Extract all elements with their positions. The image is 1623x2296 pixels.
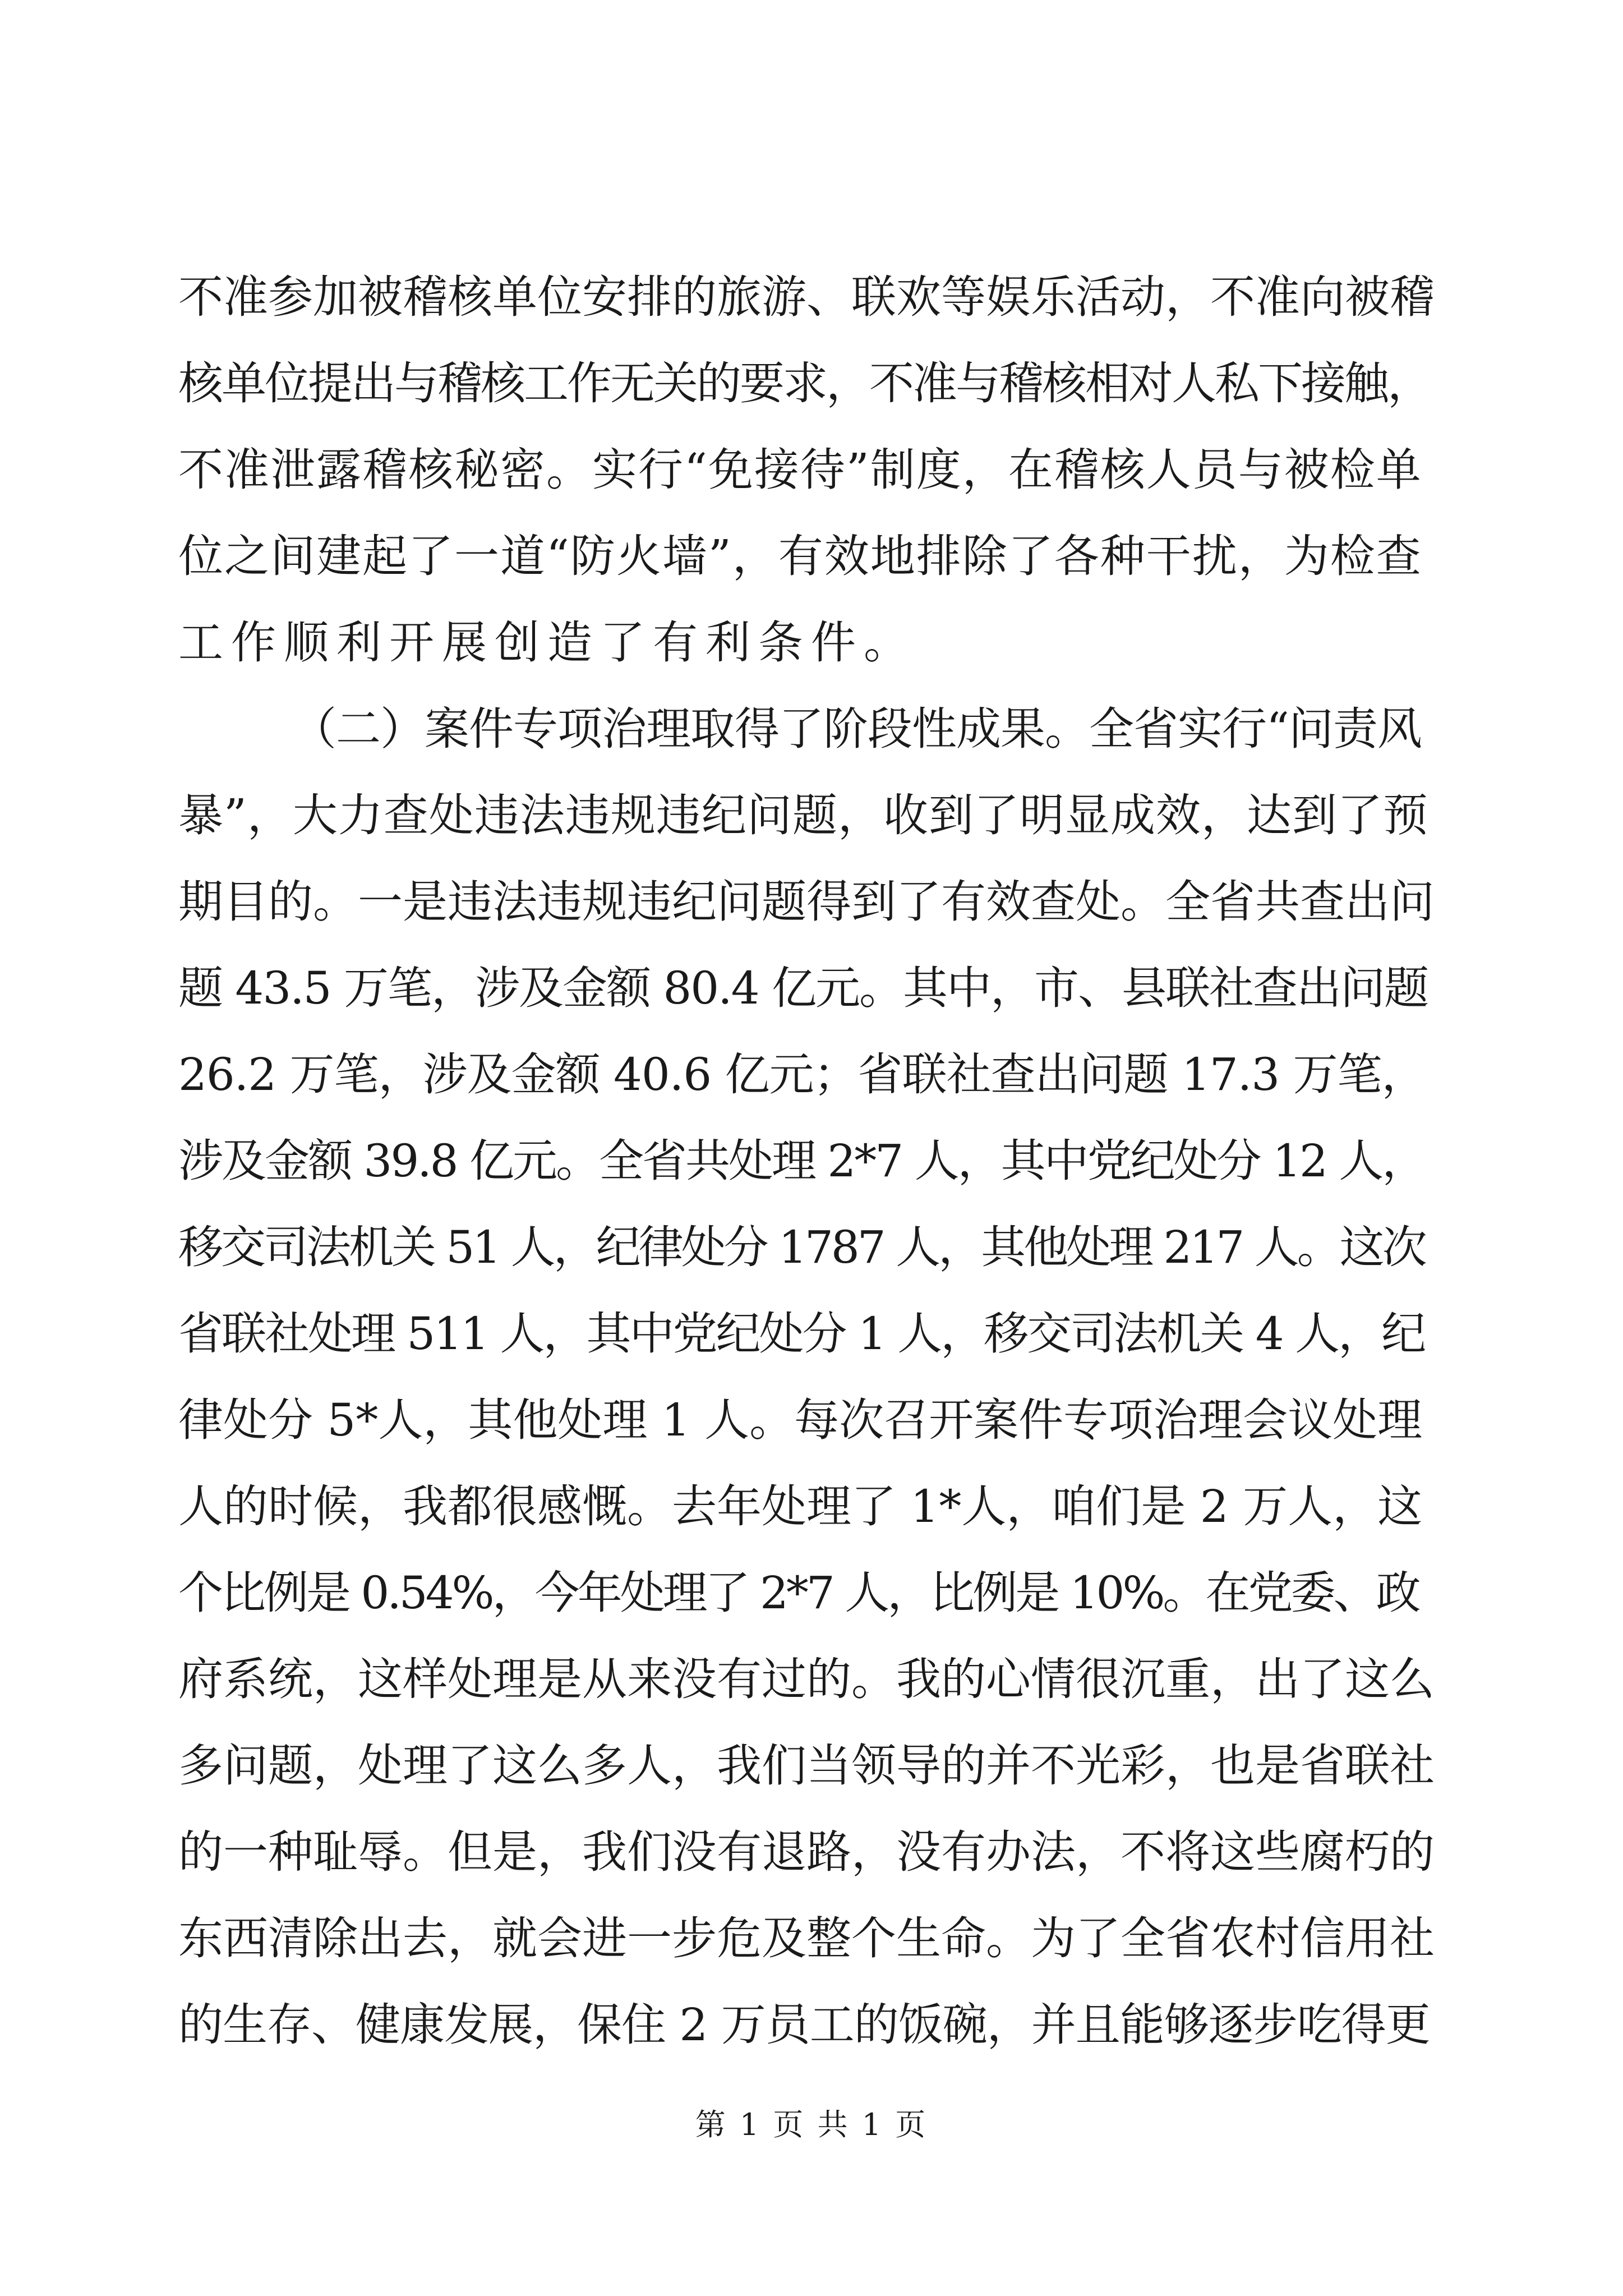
text-line: 26.2 万笔，涉及金额 40.6 亿元；省联社查出问题 17.3 万笔， — [178, 1048, 1426, 1101]
text-line: 核单位提出与稽核工作无关的要求，不准与稽核相对人私下接触， — [178, 357, 1431, 409]
text-line: 府系统，这样处理是从来没有过的。我的心情很沉重，出了这么 — [178, 1653, 1435, 1705]
text-line: 不准参加被稽核单位安排的旅游、联欢等娱乐活动，不准向被稽 — [178, 271, 1435, 323]
text-line: 多问题，处理了这么多人，我们当领导的并不光彩，也是省联社 — [178, 1740, 1435, 1792]
text-line: 涉及金额 39.8 亿元。全省共处理 2*7 人，其中党纪处分 12 人， — [178, 1135, 1426, 1187]
text-line: 工作顺利开展创造了有利条件。 — [178, 616, 916, 669]
text-line: 省联社处理 511 人，其中党纪处分 1 人，移交司法机关 4 人，纪 — [178, 1308, 1425, 1360]
text-line: 人的时候，我都很感慨。去年处理了 1*人，咱们是 2 万人，这 — [178, 1480, 1423, 1533]
text-line: （二）案件专项治理取得了阶段性成果。全省实行“问责风 — [292, 703, 1422, 755]
text-line: 位之间建起了一道“防火墙”，有效地排除了各种干扰，为检查 — [178, 530, 1422, 582]
page-number-footer: 第 1 页 共 1 页 — [695, 2107, 928, 2142]
text-line: 个比例是 0.54%，今年处理了 2*7 人，比例是 10%。在党委、政 — [178, 1567, 1419, 1619]
text-line: 的生存、健康发展，保住 2 万员工的饭碗，并且能够逐步吃得更 — [178, 1999, 1430, 2051]
text-line: 东西清除出去，就会进一步危及整个生命。为了全省农村信用社 — [178, 1912, 1435, 1964]
text-line: 移交司法机关 51 人，纪律处分 1787 人，其他处理 217 人。这次 — [178, 1221, 1425, 1273]
text-line: 律处分 5*人，其他处理 1 人。每次召开案件专项治理会议处理 — [178, 1394, 1423, 1446]
text-line: 期目的。一是违法违规违纪问题得到了有效查处。全省共查出问 — [178, 876, 1435, 928]
text-line: 的一种耻辱。但是，我们没有退路，没有办法，不将这些腐朽的 — [178, 1826, 1435, 1878]
text-line: 暴”，大力查处违法违规违纪问题，收到了明显成效，达到了预 — [178, 789, 1428, 841]
text-line: 题 43.5 万笔，涉及金额 80.4 亿元。其中，市、县联社查出问题 — [178, 962, 1428, 1014]
text-line: 不准泄露稽核秘密。实行“免接待”制度，在稽核人员与被检单 — [178, 444, 1422, 496]
